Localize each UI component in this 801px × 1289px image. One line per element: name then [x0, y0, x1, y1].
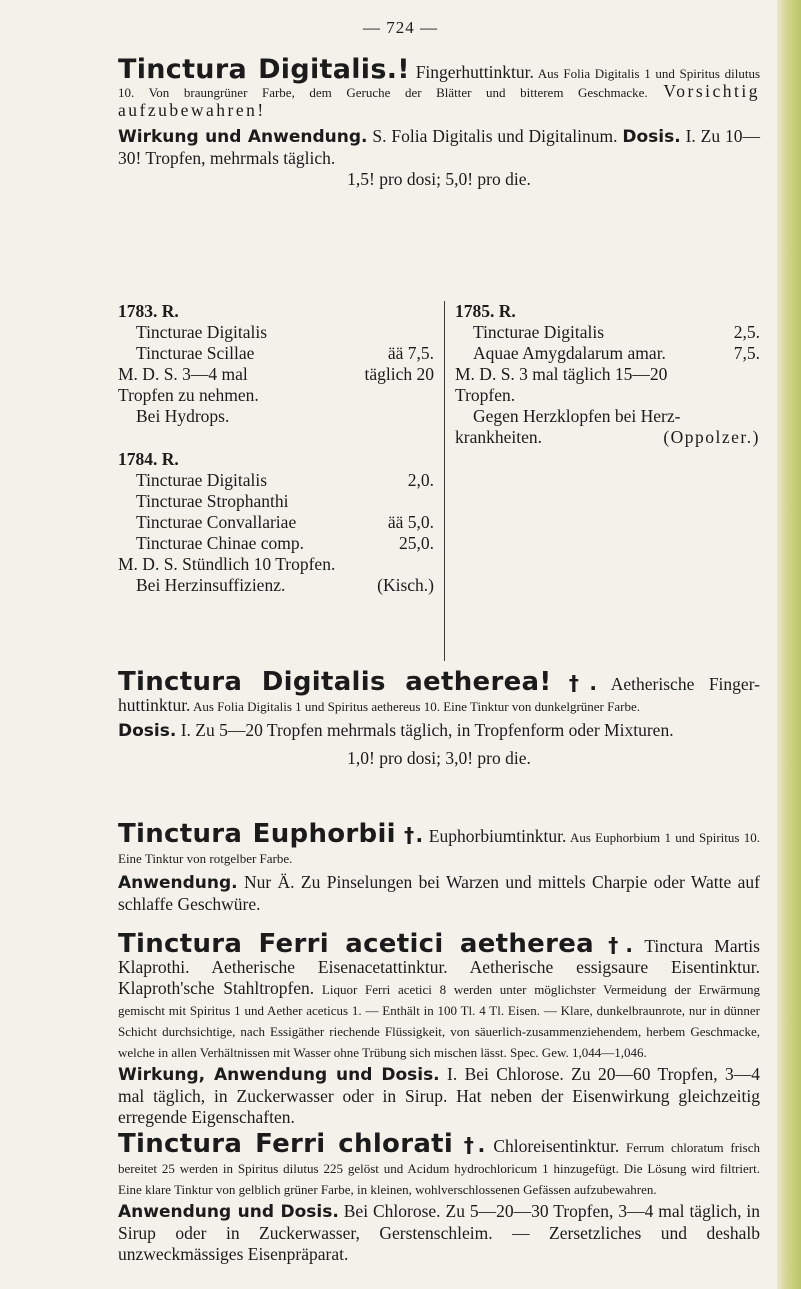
- entry-description: Aus Folia Digitalis 1 und Spiritus aethereus 10. Eine Tinktur von dunkelgrüner Farbe.: [190, 699, 640, 714]
- rx-indication: Bei Hydrops.: [136, 406, 230, 426]
- rx-amount: 7,5.: [733, 343, 760, 363]
- rx-amount: 2,0.: [407, 470, 434, 490]
- rx-author: (Oppolzer.): [663, 427, 760, 447]
- entry-tinctura-euphorbii: [118, 819, 760, 915]
- rx-indication: krankheiten.: [455, 427, 542, 447]
- poison-cross: †.: [594, 933, 634, 957]
- entry-title: Tinctura Digitalis aetherea!: [118, 667, 552, 697]
- entry-title: Tinctura Ferri acetici aetherea: [118, 929, 595, 959]
- effect-label: Wirkung und Anwendung.: [118, 127, 368, 147]
- rx-indication: Gegen Herzklopfen bei Herz-: [473, 406, 681, 426]
- rx-line: Tincturae Scillae: [136, 343, 255, 363]
- entry-tinctura-digitalis: [118, 54, 761, 190]
- entry-description: Aus Folia Digitalis 1 und Spiritus dilutus 10. Von braungrüner Farbe, dem Geruche der Blätter und bitterem Geschmacke.: [118, 66, 761, 100]
- poison-cross: †.: [551, 671, 598, 695]
- dose-text: I. Zu 5—20 Tropfen mehrmals täglich, in Tropfenform oder Mixturen.: [176, 720, 674, 740]
- entry-subtitle: Aetherische Finger-huttinktur.: [118, 674, 760, 715]
- max-dose: 1,5! pro dosi; 5,0! pro die.: [347, 169, 531, 189]
- dose-label: Dosis.: [622, 127, 681, 147]
- rx-number: 1783. R.: [118, 301, 179, 321]
- max-dose: 1,0! pro dosi; 3,0! pro die.: [347, 748, 531, 768]
- effect-label: Wirkung, Anwendung und Dosis.: [118, 1065, 440, 1085]
- entry-subtitle: Chloreisentinktur.: [485, 1136, 620, 1156]
- use-text: Nur Ä. Zu Pinselungen bei Warzen und mittels Charpie oder Watte auf schlaffe Geschwüre.: [118, 872, 760, 914]
- rx-line: Tincturae Strophanthi: [136, 491, 289, 511]
- entry-tinctura-digitalis-aetherea: [118, 667, 760, 769]
- rx-amount: ää 5,0.: [387, 512, 434, 532]
- effect-text: I. Bei Chlorose. Zu 20—60 Tropfen, 3—4 mal täglich, in Zuckerwasser oder in Sirup. Hat neben der Eisenwirkung gleichzeitig erregende Eigenschaften.: [118, 1064, 760, 1127]
- prescriptions: [118, 301, 760, 661]
- rx-line: Tropfen zu nehmen.: [118, 385, 259, 405]
- prescription-column-left: [118, 301, 434, 596]
- use-label: Anwendung.: [118, 873, 238, 893]
- entry-title: Tinctura Ferri chlorati: [118, 1129, 454, 1159]
- rx-line: M. D. S. Stündlich 10 Tropfen.: [118, 554, 336, 574]
- prescription-column-right: [455, 301, 760, 448]
- entry-subtitle: Fingerhuttinktur.: [409, 62, 534, 82]
- entry-title: Tinctura Euphorbii: [118, 819, 396, 849]
- page-edge-stain: [777, 0, 801, 1289]
- prescription-1784: [118, 449, 434, 596]
- entry-subtitle: Euphorbiumtinktur.: [423, 826, 567, 846]
- effect-text: S. Folia Digitalis und Digitalinum.: [367, 126, 618, 146]
- entry-tinctura-ferri-chlorati: [118, 1129, 760, 1265]
- rx-line: Tincturae Convallariae: [136, 512, 297, 532]
- rx-author: (Kisch.): [377, 575, 434, 595]
- rx-line: Tincturae Chinae comp.: [136, 533, 305, 553]
- dose-text: I. Zu 10—30! Tropfen, mehrmals täglich.: [118, 126, 761, 168]
- entry-title: Tinctura Digitalis.!: [118, 54, 410, 85]
- rx-line: Aquae Amygdalarum amar.: [473, 343, 666, 363]
- rx-indication: Bei Herzinsuffizienz.: [136, 575, 286, 595]
- rx-line: Tropfen.: [455, 385, 516, 405]
- page-number: — 724 —: [363, 18, 438, 37]
- rx-line: Tincturae Digitalis: [136, 322, 268, 342]
- dose-label: Dosis.: [118, 721, 177, 741]
- column-divider: [444, 301, 445, 661]
- prescription-1785: [455, 301, 760, 448]
- rx-line: M. D. S. 3—4 mal: [118, 364, 248, 384]
- rx-line: täglich 20: [364, 364, 434, 384]
- entry-description: Liquor Ferri acetici 8 werden unter möglichster Vermeidung der Erwärmung gemischt mit Spiritus 1 und Aether aceticus 1. — Enthält in 100 Tl. 4 Tl. Eisen. — Klare, dunkelbraunrote, nur in dünner Schicht durchsichtige, nach Essigäther riechende Flüssigkeit, von säuerlich-zusammenziehendem, herbem Geschmacke, welche in allen Verhältnissen mit Wasser ohne Trübung sich mischen lässt. Spec. Gew. 1,044—1,046.: [118, 982, 761, 1060]
- entry-description: Ferrum chloratum frisch bereitet 25 werden in Spiritus dilutus 225 gelöst und Acidum hydrochloricum 1 hinzugefügt. Die Lösung wird filtriert. Eine klare Tinktur von gelblich grüner Farbe, in kleinen, wohlverschlossenen Gefässen aufzubewahren.: [118, 1140, 760, 1197]
- entry-tinctura-ferri-acetici-aetherea: [118, 929, 761, 1128]
- rx-number: 1785. R.: [455, 301, 516, 321]
- entry-subtitle: Tinctura Martis Klaprothi. Aetherische Eisenacetattinktur. Aetherische essigsaure Eisentinktur. Klaproth'sche Stahltropfen.: [118, 936, 760, 998]
- storage-warning: Vorsichtig aufzubewahren!: [118, 81, 761, 120]
- use-text: Bei Chlorose. Zu 5—20—30 Tropfen, 3—4 mal täglich, in Sirup oder in Zuckerwasser, Gerstenschleim. — Zersetzliches und deshalb unzweckmässiges Eisenpräparat.: [118, 1201, 760, 1264]
- entry-description: Aus Euphorbium 1 und Spiritus 10. Eine Tinktur von rotgelber Farbe.: [118, 830, 760, 866]
- rx-number: 1784. R.: [118, 449, 179, 469]
- use-label: Anwendung und Dosis.: [118, 1202, 339, 1222]
- poison-cross: †.: [395, 823, 424, 847]
- rx-amount: 2,5.: [733, 322, 760, 342]
- rx-line: M. D. S. 3 mal täglich 15—20: [455, 364, 668, 384]
- rx-amount: 25,0.: [399, 533, 434, 553]
- rx-line: Tincturae Digitalis: [473, 322, 605, 342]
- rx-amount: ää 7,5.: [387, 343, 434, 363]
- prescription-1783: [118, 301, 434, 427]
- rx-line: Tincturae Digitalis: [136, 470, 268, 490]
- poison-cross: †.: [453, 1133, 486, 1157]
